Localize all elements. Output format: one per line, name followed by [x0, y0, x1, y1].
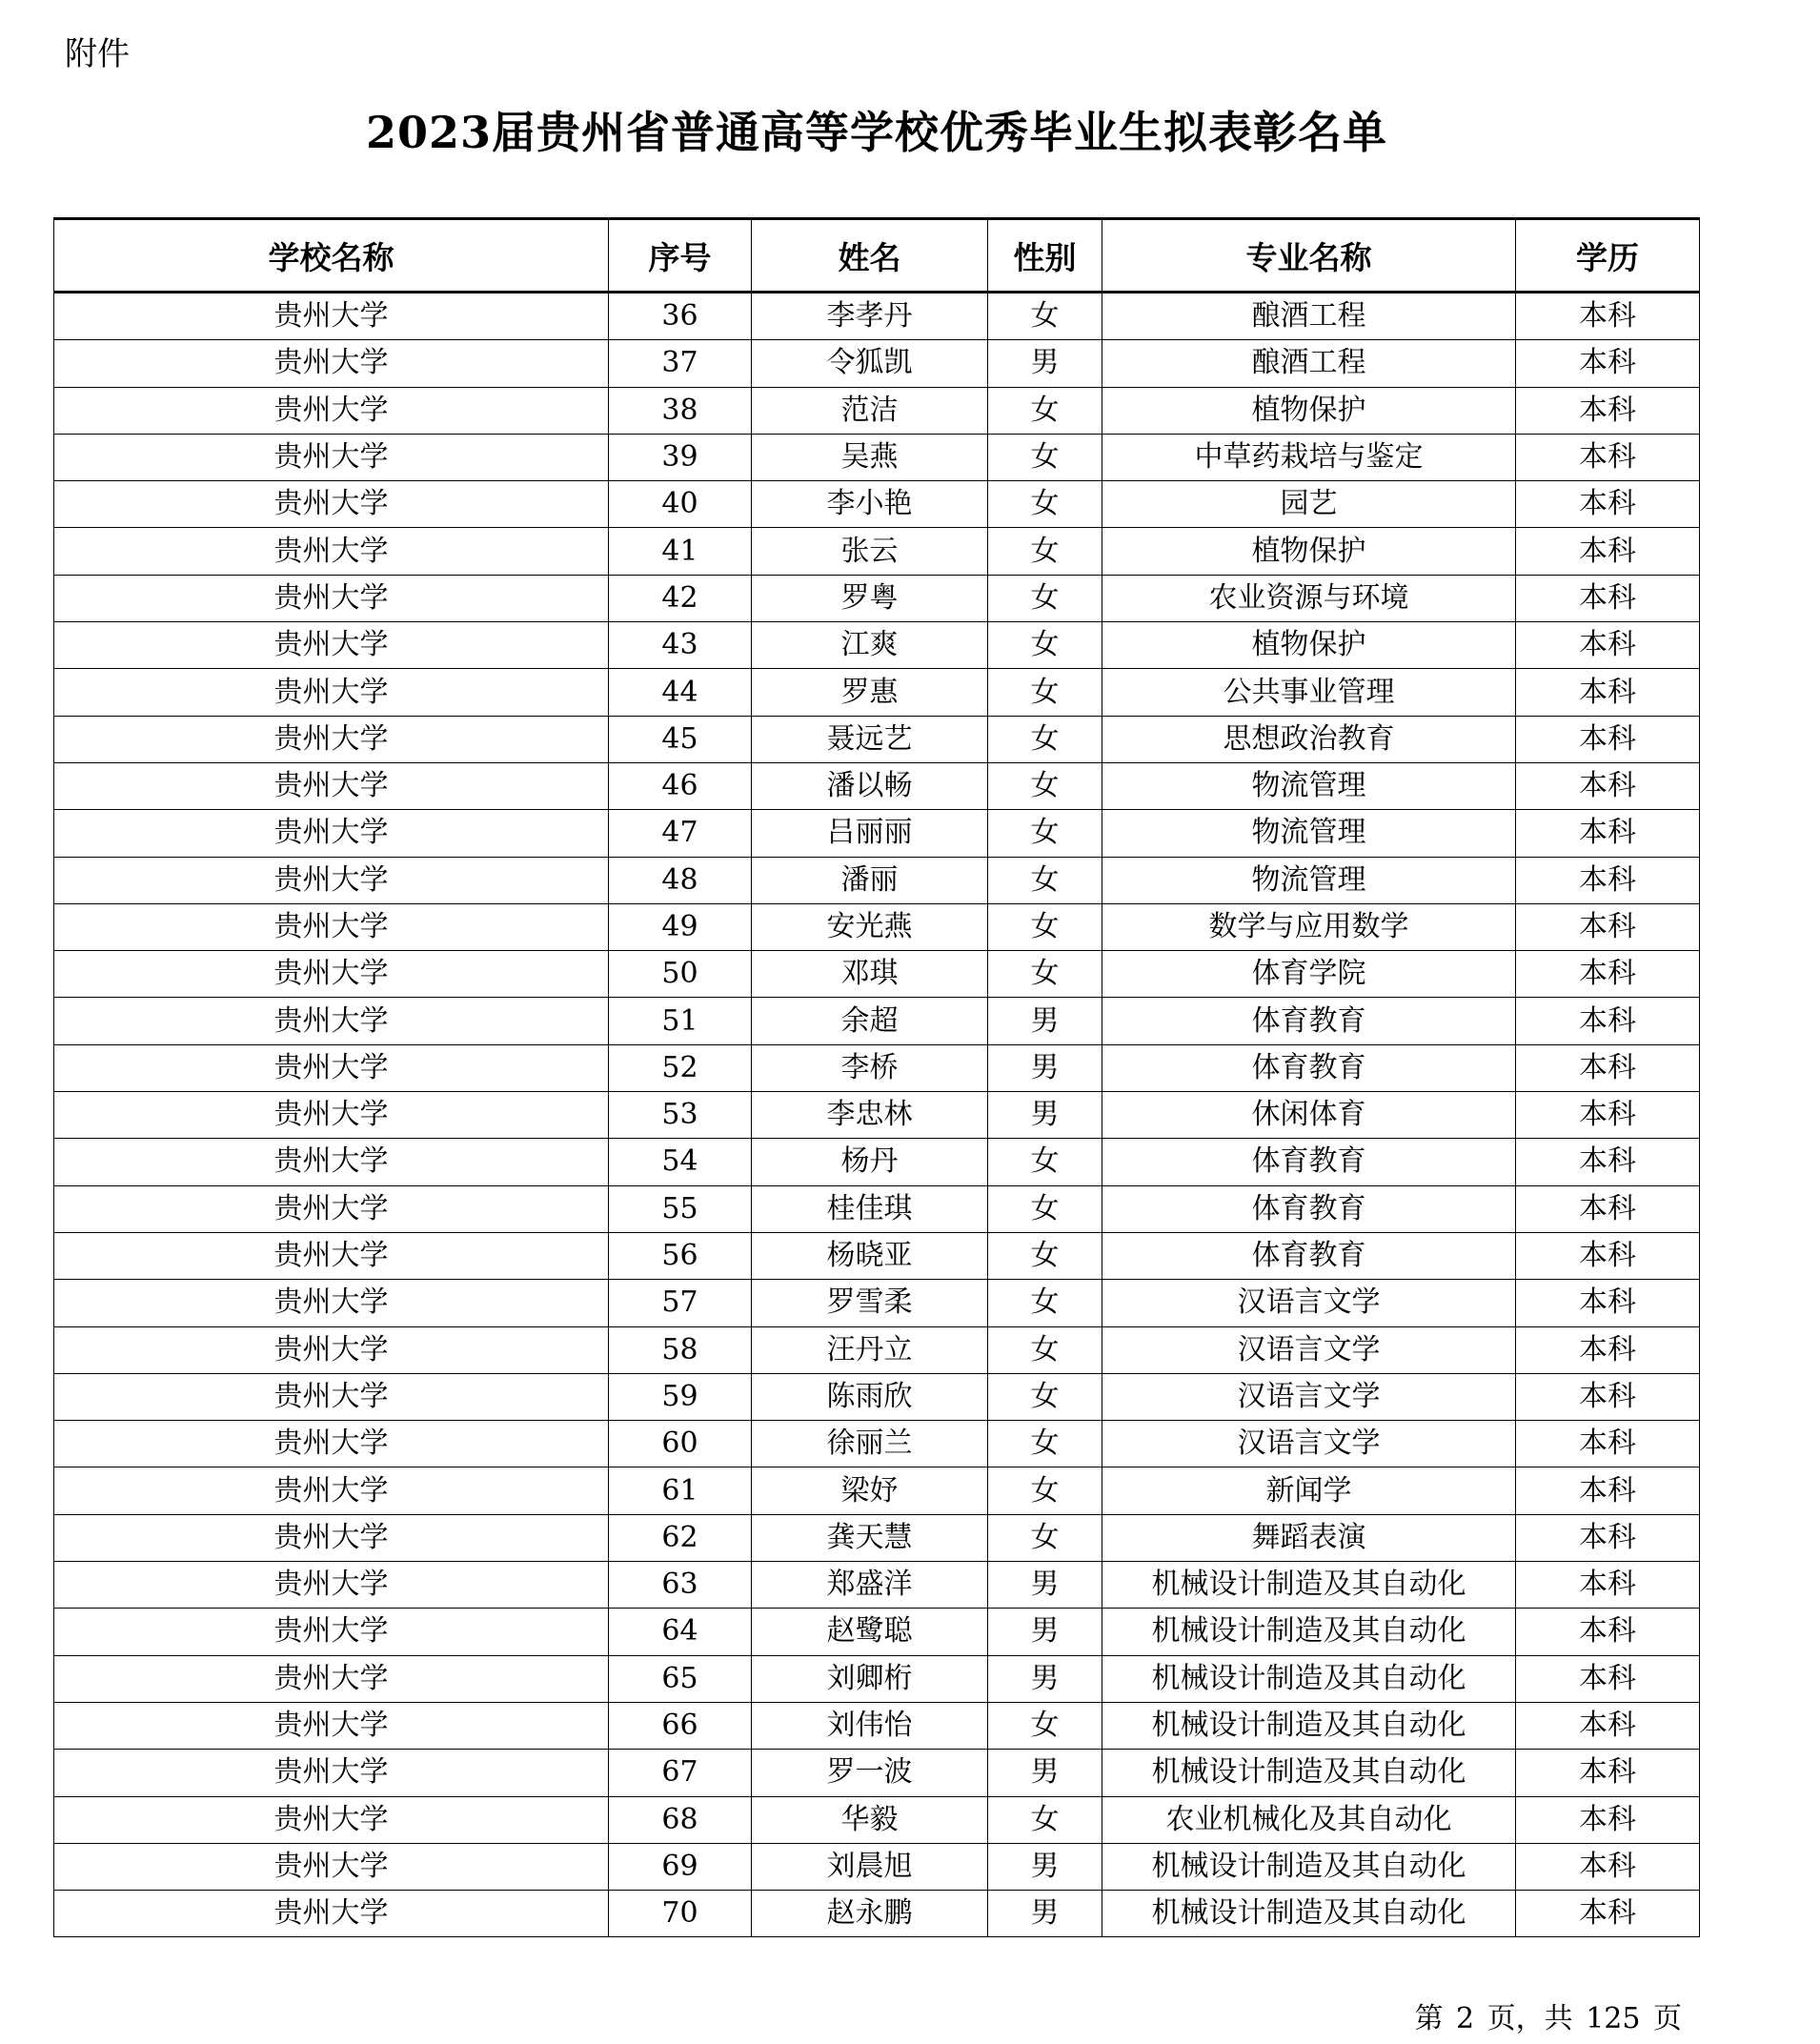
school-cell: 贵州大学	[54, 1467, 609, 1514]
school-cell: 贵州大学	[54, 1280, 609, 1326]
seq-cell: 43	[609, 622, 752, 669]
gender-cell: 女	[988, 622, 1102, 669]
gender-cell: 女	[988, 293, 1102, 340]
table-row	[54, 1514, 1700, 1561]
table-row	[54, 1750, 1700, 1796]
table-row	[54, 387, 1700, 434]
degree-cell: 本科	[1516, 1514, 1700, 1561]
table-row	[54, 1326, 1700, 1373]
school-cell: 贵州大学	[54, 575, 609, 621]
name-cell: 刘卿桁	[752, 1655, 988, 1702]
gender-cell: 女	[988, 951, 1102, 998]
table-row	[54, 903, 1700, 950]
gender-cell: 女	[988, 762, 1102, 809]
seq-cell: 41	[609, 528, 752, 575]
gender-cell: 女	[988, 1280, 1102, 1326]
gender-cell: 女	[988, 1702, 1102, 1749]
seq-cell: 67	[609, 1750, 752, 1796]
gender-cell: 男	[988, 1891, 1102, 1937]
major-cell: 机械设计制造及其自动化	[1102, 1609, 1516, 1655]
school-cell: 贵州大学	[54, 810, 609, 857]
gender-cell: 女	[988, 1796, 1102, 1843]
school-cell: 贵州大学	[54, 1185, 609, 1232]
degree-cell: 本科	[1516, 434, 1700, 480]
name-cell: 余超	[752, 998, 988, 1044]
gender-cell: 女	[988, 481, 1102, 528]
major-cell: 新闻学	[1102, 1467, 1516, 1514]
school-cell: 贵州大学	[54, 716, 609, 762]
degree-cell: 本科	[1516, 1280, 1700, 1326]
table-row	[54, 1562, 1700, 1609]
gender-cell: 女	[988, 716, 1102, 762]
degree-cell: 本科	[1516, 1467, 1700, 1514]
major-cell: 农业机械化及其自动化	[1102, 1796, 1516, 1843]
name-cell: 赵永鹏	[752, 1891, 988, 1937]
table-row	[54, 951, 1700, 998]
school-cell: 贵州大学	[54, 1044, 609, 1091]
school-cell: 贵州大学	[54, 998, 609, 1044]
table-row	[54, 1655, 1700, 1702]
page-number: 第 2 页，共 125 页	[1414, 2002, 1682, 2035]
header-seq: 序号	[609, 219, 752, 293]
degree-cell: 本科	[1516, 293, 1700, 340]
major-cell: 汉语言文学	[1102, 1421, 1516, 1467]
school-cell: 贵州大学	[54, 481, 609, 528]
name-cell: 张云	[752, 528, 988, 575]
table-row	[54, 434, 1700, 480]
gender-cell: 女	[988, 810, 1102, 857]
degree-cell: 本科	[1516, 998, 1700, 1044]
gender-cell: 男	[988, 1562, 1102, 1609]
major-cell: 酿酒工程	[1102, 293, 1516, 340]
major-cell: 数学与应用数学	[1102, 903, 1516, 950]
school-cell: 贵州大学	[54, 340, 609, 387]
table-row	[54, 1891, 1700, 1937]
gender-cell: 女	[988, 1467, 1102, 1514]
degree-cell: 本科	[1516, 622, 1700, 669]
attachment-label: 附件	[65, 35, 130, 73]
seq-cell: 69	[609, 1843, 752, 1890]
gender-cell: 男	[988, 1044, 1102, 1091]
gender-cell: 女	[988, 1232, 1102, 1279]
major-cell: 休闲体育	[1102, 1092, 1516, 1139]
gender-cell: 女	[988, 387, 1102, 434]
school-cell: 贵州大学	[54, 669, 609, 716]
school-cell: 贵州大学	[54, 951, 609, 998]
gender-cell: 女	[988, 1185, 1102, 1232]
seq-cell: 46	[609, 762, 752, 809]
degree-cell: 本科	[1516, 1092, 1700, 1139]
table-row	[54, 1280, 1700, 1326]
school-cell: 贵州大学	[54, 387, 609, 434]
name-cell: 汪丹立	[752, 1326, 988, 1373]
gender-cell: 女	[988, 1326, 1102, 1373]
seq-cell: 36	[609, 293, 752, 340]
degree-cell: 本科	[1516, 1232, 1700, 1279]
name-cell: 李孝丹	[752, 293, 988, 340]
gender-cell: 女	[988, 903, 1102, 950]
table-row	[54, 1702, 1700, 1749]
table-row	[54, 340, 1700, 387]
gender-cell: 女	[988, 575, 1102, 621]
header-school: 学校名称	[54, 219, 609, 293]
degree-cell: 本科	[1516, 716, 1700, 762]
degree-cell: 本科	[1516, 762, 1700, 809]
degree-cell: 本科	[1516, 1421, 1700, 1467]
graduate-roster-table	[53, 217, 1700, 1937]
major-cell: 机械设计制造及其自动化	[1102, 1655, 1516, 1702]
seq-cell: 49	[609, 903, 752, 950]
major-cell: 汉语言文学	[1102, 1373, 1516, 1420]
degree-cell: 本科	[1516, 1750, 1700, 1796]
degree-cell: 本科	[1516, 903, 1700, 950]
degree-cell: 本科	[1516, 1796, 1700, 1843]
major-cell: 舞蹈表演	[1102, 1514, 1516, 1561]
table-row	[54, 1467, 1700, 1514]
school-cell: 贵州大学	[54, 1655, 609, 1702]
name-cell: 刘晨旭	[752, 1843, 988, 1890]
degree-cell: 本科	[1516, 1843, 1700, 1890]
school-cell: 贵州大学	[54, 1326, 609, 1373]
degree-cell: 本科	[1516, 1609, 1700, 1655]
school-cell: 贵州大学	[54, 1796, 609, 1843]
gender-cell: 男	[988, 1609, 1102, 1655]
school-cell: 贵州大学	[54, 622, 609, 669]
seq-cell: 50	[609, 951, 752, 998]
gender-cell: 女	[988, 1421, 1102, 1467]
school-cell: 贵州大学	[54, 1139, 609, 1185]
school-cell: 贵州大学	[54, 1891, 609, 1937]
table-row	[54, 1092, 1700, 1139]
major-cell: 机械设计制造及其自动化	[1102, 1843, 1516, 1890]
seq-cell: 66	[609, 1702, 752, 1749]
table-row	[54, 1185, 1700, 1232]
name-cell: 安光燕	[752, 903, 988, 950]
table-row	[54, 481, 1700, 528]
seq-cell: 47	[609, 810, 752, 857]
school-cell: 贵州大学	[54, 857, 609, 903]
major-cell: 思想政治教育	[1102, 716, 1516, 762]
school-cell: 贵州大学	[54, 1562, 609, 1609]
name-cell: 潘丽	[752, 857, 988, 903]
major-cell: 园艺	[1102, 481, 1516, 528]
document-title: 2023届贵州省普通高等学校优秀毕业生拟表彰名单	[365, 107, 1388, 158]
table-row	[54, 1421, 1700, 1467]
seq-cell: 61	[609, 1467, 752, 1514]
major-cell: 机械设计制造及其自动化	[1102, 1702, 1516, 1749]
degree-cell: 本科	[1516, 387, 1700, 434]
table-row	[54, 1044, 1700, 1091]
gender-cell: 男	[988, 1843, 1102, 1890]
major-cell: 汉语言文学	[1102, 1326, 1516, 1373]
degree-cell: 本科	[1516, 528, 1700, 575]
seq-cell: 53	[609, 1092, 752, 1139]
gender-cell: 男	[988, 1655, 1102, 1702]
seq-cell: 38	[609, 387, 752, 434]
seq-cell: 51	[609, 998, 752, 1044]
school-cell: 贵州大学	[54, 434, 609, 480]
gender-cell: 女	[988, 669, 1102, 716]
table-row	[54, 1139, 1700, 1185]
degree-cell: 本科	[1516, 1139, 1700, 1185]
degree-cell: 本科	[1516, 1185, 1700, 1232]
degree-cell: 本科	[1516, 810, 1700, 857]
table-row	[54, 622, 1700, 669]
degree-cell: 本科	[1516, 951, 1700, 998]
seq-cell: 37	[609, 340, 752, 387]
table-row	[54, 1373, 1700, 1420]
header-name: 姓名	[752, 219, 988, 293]
seq-cell: 39	[609, 434, 752, 480]
name-cell: 华毅	[752, 1796, 988, 1843]
school-cell: 贵州大学	[54, 1609, 609, 1655]
degree-cell: 本科	[1516, 1655, 1700, 1702]
school-cell: 贵州大学	[54, 528, 609, 575]
name-cell: 李小艳	[752, 481, 988, 528]
table-row	[54, 1609, 1700, 1655]
seq-cell: 65	[609, 1655, 752, 1702]
name-cell: 杨丹	[752, 1139, 988, 1185]
seq-cell: 68	[609, 1796, 752, 1843]
seq-cell: 64	[609, 1609, 752, 1655]
table-body	[54, 293, 1700, 1937]
degree-cell: 本科	[1516, 1891, 1700, 1937]
gender-cell: 男	[988, 998, 1102, 1044]
header-degree: 学历	[1516, 219, 1700, 293]
seq-cell: 55	[609, 1185, 752, 1232]
table-row	[54, 716, 1700, 762]
school-cell: 贵州大学	[54, 1373, 609, 1420]
table-row	[54, 1843, 1700, 1890]
seq-cell: 54	[609, 1139, 752, 1185]
table-row	[54, 293, 1700, 340]
major-cell: 物流管理	[1102, 762, 1516, 809]
seq-cell: 58	[609, 1326, 752, 1373]
seq-cell: 59	[609, 1373, 752, 1420]
seq-cell: 42	[609, 575, 752, 621]
name-cell: 李桥	[752, 1044, 988, 1091]
major-cell: 机械设计制造及其自动化	[1102, 1891, 1516, 1937]
header-major: 专业名称	[1102, 219, 1516, 293]
name-cell: 桂佳琪	[752, 1185, 988, 1232]
school-cell: 贵州大学	[54, 1702, 609, 1749]
major-cell: 中草药栽培与鉴定	[1102, 434, 1516, 480]
name-cell: 聂远艺	[752, 716, 988, 762]
name-cell: 邓琪	[752, 951, 988, 998]
major-cell: 体育教育	[1102, 1044, 1516, 1091]
name-cell: 郑盛洋	[752, 1562, 988, 1609]
name-cell: 吴燕	[752, 434, 988, 480]
table-row	[54, 998, 1700, 1044]
major-cell: 机械设计制造及其自动化	[1102, 1750, 1516, 1796]
table-row	[54, 575, 1700, 621]
name-cell: 梁妤	[752, 1467, 988, 1514]
major-cell: 物流管理	[1102, 810, 1516, 857]
school-cell: 贵州大学	[54, 1092, 609, 1139]
degree-cell: 本科	[1516, 1326, 1700, 1373]
table-row	[54, 1232, 1700, 1279]
major-cell: 公共事业管理	[1102, 669, 1516, 716]
degree-cell: 本科	[1516, 669, 1700, 716]
school-cell: 贵州大学	[54, 1750, 609, 1796]
major-cell: 酿酒工程	[1102, 340, 1516, 387]
seq-cell: 70	[609, 1891, 752, 1937]
degree-cell: 本科	[1516, 1044, 1700, 1091]
seq-cell: 52	[609, 1044, 752, 1091]
name-cell: 罗粤	[752, 575, 988, 621]
name-cell: 徐丽兰	[752, 1421, 988, 1467]
major-cell: 植物保护	[1102, 622, 1516, 669]
degree-cell: 本科	[1516, 340, 1700, 387]
table-row	[54, 762, 1700, 809]
header-gender: 性别	[988, 219, 1102, 293]
name-cell: 刘伟怡	[752, 1702, 988, 1749]
name-cell: 李忠林	[752, 1092, 988, 1139]
degree-cell: 本科	[1516, 857, 1700, 903]
major-cell: 机械设计制造及其自动化	[1102, 1562, 1516, 1609]
name-cell: 江爽	[752, 622, 988, 669]
school-cell: 贵州大学	[54, 1421, 609, 1467]
gender-cell: 女	[988, 434, 1102, 480]
table-row	[54, 528, 1700, 575]
major-cell: 体育教育	[1102, 998, 1516, 1044]
school-cell: 贵州大学	[54, 762, 609, 809]
gender-cell: 女	[988, 1373, 1102, 1420]
table-row	[54, 1796, 1700, 1843]
name-cell: 范洁	[752, 387, 988, 434]
degree-cell: 本科	[1516, 1562, 1700, 1609]
name-cell: 罗惠	[752, 669, 988, 716]
table-row	[54, 810, 1700, 857]
school-cell: 贵州大学	[54, 293, 609, 340]
degree-cell: 本科	[1516, 1373, 1700, 1420]
table-header-row	[54, 219, 1700, 293]
name-cell: 令狐凯	[752, 340, 988, 387]
seq-cell: 45	[609, 716, 752, 762]
school-cell: 贵州大学	[54, 1514, 609, 1561]
name-cell: 龚天慧	[752, 1514, 988, 1561]
name-cell: 赵鹭聪	[752, 1609, 988, 1655]
degree-cell: 本科	[1516, 1702, 1700, 1749]
degree-cell: 本科	[1516, 575, 1700, 621]
gender-cell: 女	[988, 1514, 1102, 1561]
gender-cell: 女	[988, 528, 1102, 575]
name-cell: 潘以畅	[752, 762, 988, 809]
seq-cell: 44	[609, 669, 752, 716]
major-cell: 体育教育	[1102, 1185, 1516, 1232]
major-cell: 汉语言文学	[1102, 1280, 1516, 1326]
seq-cell: 60	[609, 1421, 752, 1467]
major-cell: 植物保护	[1102, 387, 1516, 434]
name-cell: 吕丽丽	[752, 810, 988, 857]
seq-cell: 63	[609, 1562, 752, 1609]
gender-cell: 男	[988, 1750, 1102, 1796]
seq-cell: 57	[609, 1280, 752, 1326]
seq-cell: 40	[609, 481, 752, 528]
school-cell: 贵州大学	[54, 1232, 609, 1279]
name-cell: 杨晓亚	[752, 1232, 988, 1279]
gender-cell: 男	[988, 1092, 1102, 1139]
name-cell: 罗雪柔	[752, 1280, 988, 1326]
major-cell: 物流管理	[1102, 857, 1516, 903]
major-cell: 植物保护	[1102, 528, 1516, 575]
seq-cell: 56	[609, 1232, 752, 1279]
name-cell: 罗一波	[752, 1750, 988, 1796]
school-cell: 贵州大学	[54, 903, 609, 950]
gender-cell: 男	[988, 340, 1102, 387]
major-cell: 体育学院	[1102, 951, 1516, 998]
name-cell: 陈雨欣	[752, 1373, 988, 1420]
table-row	[54, 669, 1700, 716]
major-cell: 农业资源与环境	[1102, 575, 1516, 621]
gender-cell: 女	[988, 857, 1102, 903]
gender-cell: 女	[988, 1139, 1102, 1185]
school-cell: 贵州大学	[54, 1843, 609, 1890]
table-row	[54, 857, 1700, 903]
seq-cell: 62	[609, 1514, 752, 1561]
seq-cell: 48	[609, 857, 752, 903]
major-cell: 体育教育	[1102, 1232, 1516, 1279]
degree-cell: 本科	[1516, 481, 1700, 528]
major-cell: 体育教育	[1102, 1139, 1516, 1185]
